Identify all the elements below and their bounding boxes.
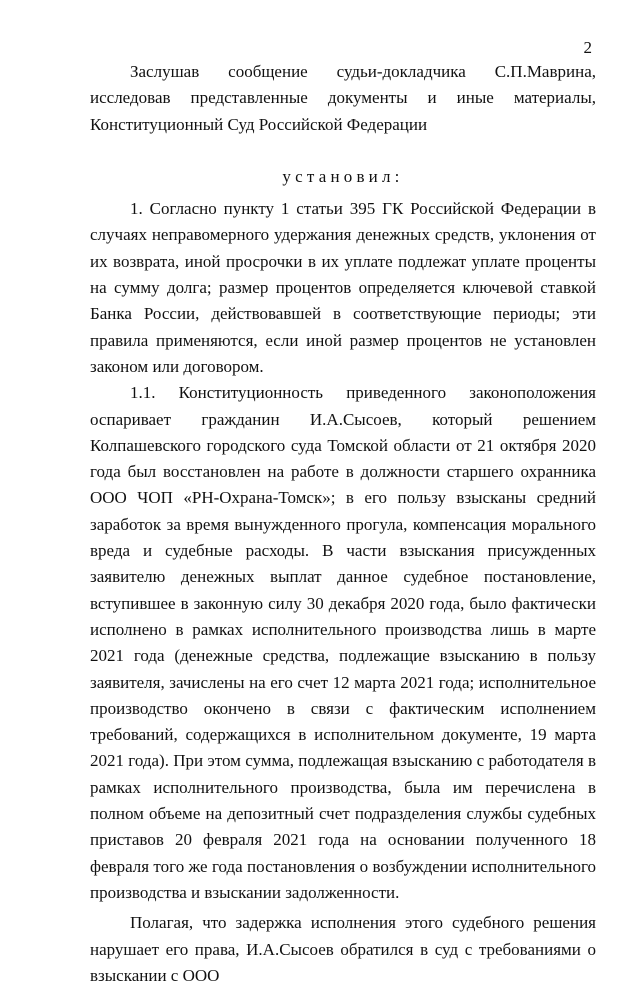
paragraph-1-1: 1.1. Конституционность приведенного законоположения оспаривает гражданин И.А.Сысоев, который решением Колпашевского городского суда Томской области от 21 октября 2020 года был восстановлен на работе в должности старшего охранника ООО ЧОП «РН-Охрана-Томск»; в его пользу взысканы средний заработок за время вынужденного прогула, компенсация морального вреда и судебные расходы. В части взыскания присужденных заявителю денежных выплат данное судебное постановление, вступившее в законную силу 30 декабря 2020 года, было фактически исполнено в рамках исполнительного производства лишь в марте 2021 года (денежные средства, подлежащие взысканию в пользу заявителя, зачислены на его счет 12 марта 2021 года; исполнительное производство окончено в связи с фактическим исполнением требований, содержащихся в исполнительном документе, 19 марта 2021 года). При этом сумма, подлежащая взысканию с работодателя в рамках исполнительного производства, была им перечислена в полном объеме на депозитный счет подразделения службы судебных приставов 20 февраля 2021 года на основании полученного 18 февраля того же года постановления о возбуждении исполнительного производства и взыскании задолженности. xyxy=(90,383,596,902)
paragraph-1: 1. Согласно пункту 1 статьи 395 ГК Российской Федерации в случаях неправомерного удержания денежных средств, уклонения от их возврата, иной просрочки в их уплате подлежат уплате проценты на сумму долга; размер процентов определяется ключевой ставкой Банка России, действовавшей в соответствующие периоды; эти правила применяются, если иной размер процентов не установлен законом или договором. xyxy=(90,199,596,376)
page-number: 2 xyxy=(583,38,592,57)
paragraph-3: Полагая, что задержка исполнения этого судебного решения нарушает его права, И.А.Сысоев обратился в суд с требованиями о взыскании с ООО xyxy=(90,913,596,985)
document-body xyxy=(90,59,596,989)
intro-paragraph: Заслушав сообщение судьи-докладчика С.П.Маврина, исследовав представленные документы и иные материалы, Конституционный Суд Российской Федерации xyxy=(90,62,596,134)
spacer xyxy=(90,138,596,164)
section-heading: установил: xyxy=(282,166,404,186)
